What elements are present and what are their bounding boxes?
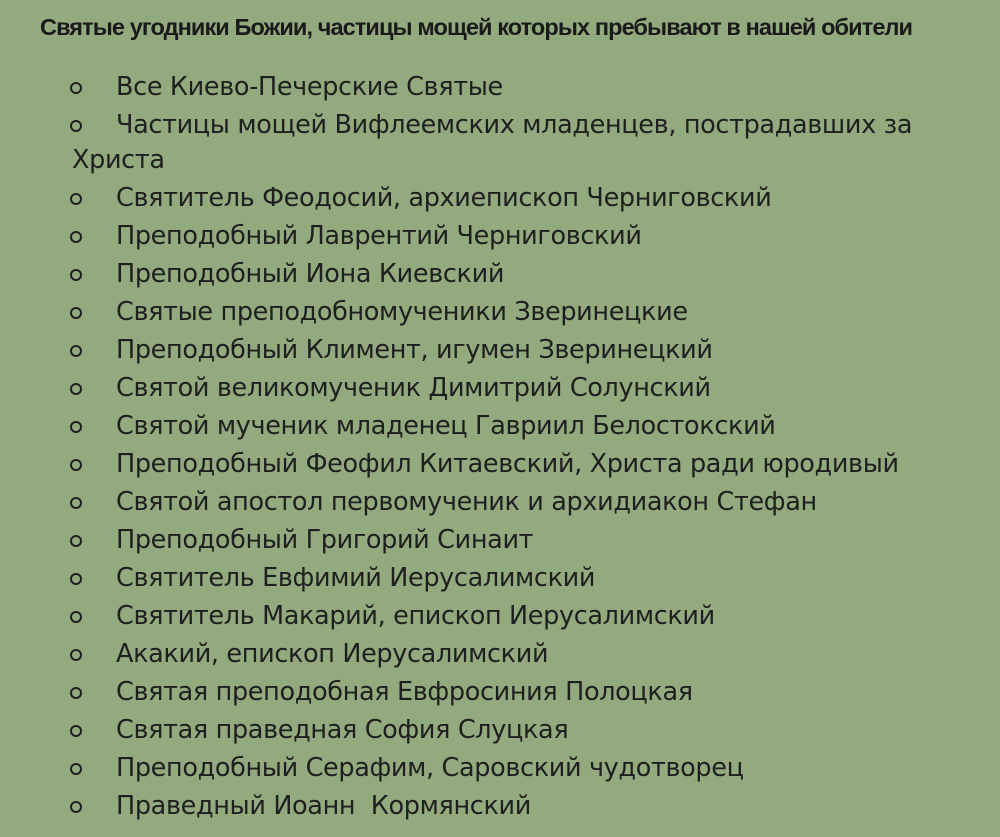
list-item [0,219,1000,254]
list-item-label: Преподобный Серафим, Саровский чудотворец [116,753,744,783]
list-item [0,713,1000,748]
list-item-label: Святая преподобная Евфросиния Полоцкая [116,677,693,707]
list-item [0,561,1000,596]
list-item-label-line1: Частицы мощей Вифлеемских младенцев, пострадавших за [116,110,913,140]
list-item [0,523,1000,558]
circle-bullet-icon [70,649,82,661]
circle-bullet-icon [70,120,82,132]
list-item [0,637,1000,672]
list-item-label: Святые преподобномученики Зверинецкие [116,297,688,327]
list-item [0,333,1000,368]
list-item-label: Святитель Евфимий Иерусалимский [116,563,596,593]
list-item [0,599,1000,634]
list-item-label-line2: Христа [72,145,165,175]
circle-bullet-icon [70,687,82,699]
circle-bullet-icon [70,611,82,623]
list-item-label: Святой мученик младенец Гавриил Белостокский [116,411,776,441]
list-item-label: Преподобный Лаврентий Черниговский [116,221,642,251]
list-item [0,789,1000,824]
circle-bullet-icon [70,269,82,281]
circle-bullet-icon [70,193,82,205]
list-item-label: Акакий, епископ Иерусалимский [116,639,549,669]
list-item [0,751,1000,786]
circle-bullet-icon [70,763,82,775]
list-item [0,447,1000,482]
list-item-label: Преподобный Иона Киевский [116,259,505,289]
list-item [0,485,1000,520]
list-item-label: Преподобный Климент, игумен Зверинецкий [116,335,713,365]
circle-bullet-icon [70,82,82,94]
list-item-label: Преподобный Григорий Синаит [116,525,534,555]
circle-bullet-icon [70,535,82,547]
circle-bullet-icon [70,801,82,813]
circle-bullet-icon [70,725,82,737]
page-title: Святые угодники Божии, частицы мощей которых пребывают в нашей обители [40,14,913,40]
circle-bullet-icon [70,573,82,585]
circle-bullet-icon [70,459,82,471]
list-item [0,675,1000,710]
list-item [0,409,1000,444]
list-item [0,108,1000,178]
saints-list [0,70,1000,827]
circle-bullet-icon [70,231,82,243]
circle-bullet-icon [70,383,82,395]
list-item-label: Преподобный Феофил Китаевский, Христа ради юродивый [116,449,899,479]
list-item-label: Праведный Иоанн Кормянский [116,791,531,821]
list-item-label: Святитель Макарий, епископ Иерусалимский [116,601,715,631]
circle-bullet-icon [70,421,82,433]
list-item [0,257,1000,292]
list-item-label: Святая праведная София Слуцкая [116,715,569,745]
list-item [0,70,1000,105]
list-item [0,181,1000,216]
circle-bullet-icon [70,497,82,509]
list-item-label: Все Киево-Печерские Святые [116,72,503,102]
list-item-label: Святой апостол первомученик и архидиакон Стефан [116,487,817,517]
list-item [0,295,1000,330]
circle-bullet-icon [70,307,82,319]
circle-bullet-icon [70,345,82,357]
list-item-label: Святитель Феодосий, архиепископ Черниговский [116,183,772,213]
list-item-label: Святой великомученик Димитрий Солунский [116,373,711,403]
list-item [0,371,1000,406]
